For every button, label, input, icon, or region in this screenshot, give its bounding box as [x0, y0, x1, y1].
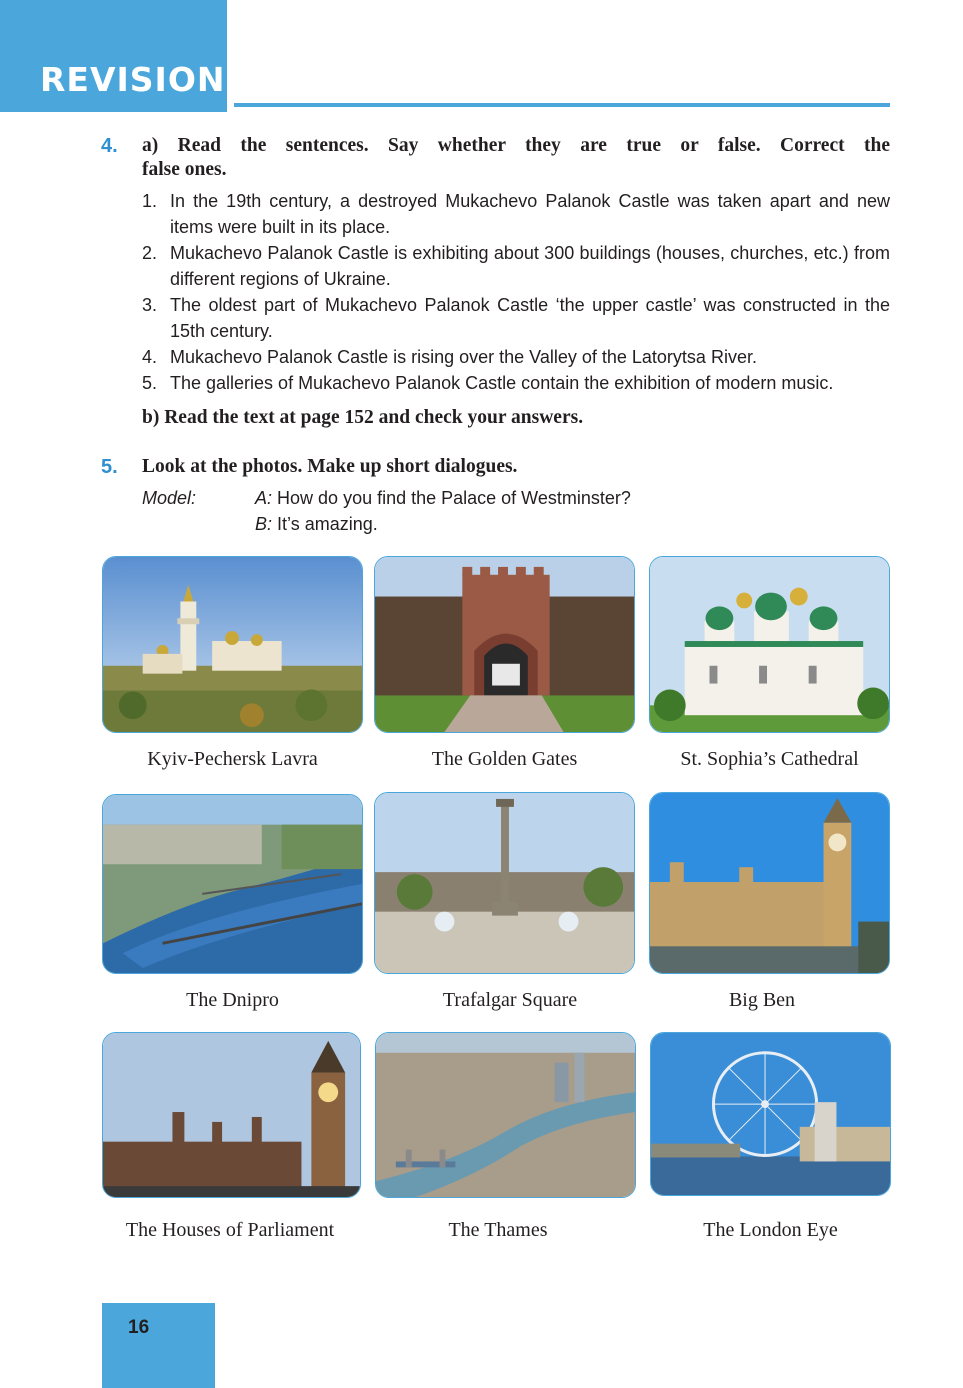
page-number-box: [102, 1303, 215, 1388]
sentence-text: In the 19th century, a destroyed Mukachevo Palanok Castle was taken apart and new items were built in its place.: [170, 191, 890, 237]
speaker-a: A:: [255, 488, 273, 508]
photo-st-sophias-cathedral: [649, 556, 890, 733]
header-rule: [234, 103, 890, 107]
caption-houses-of-parliament: The Houses of Parliament: [125, 1219, 335, 1241]
exercise-5-number: 5.: [101, 456, 118, 478]
exercise-4a-instruction: [142, 134, 890, 182]
caption-st-sophias-cathedral: St. Sophia’s Cathedral: [680, 748, 859, 770]
exercise-4-number: 4.: [101, 135, 118, 157]
photo-dnipro: [102, 794, 363, 974]
page-number: 16: [128, 1317, 150, 1338]
section-title: REVISION: [40, 60, 226, 99]
exercise-4a-instruction-line1: a) Read the sentences. Say whether they are true or false. Correct the: [142, 135, 890, 156]
sentence-number: 1.: [142, 191, 158, 211]
list-item: [142, 240, 890, 292]
caption-kyiv-pechersk-lavra: Kyiv-Pechersk Lavra: [147, 748, 318, 770]
list-item: [142, 344, 890, 370]
sentence-text: Mukachevo Palanok Castle is exhibiting about 300 buildings (houses, churches, etc.) from different regions of Ukraine.: [170, 243, 890, 289]
sentence-text: The oldest part of Mukachevo Palanok Castle ‘the upper castle’ was constructed in the 15th century.: [170, 295, 890, 341]
caption-thames: The Thames: [448, 1219, 548, 1241]
photo-houses-of-parliament: [102, 1032, 361, 1198]
sentence-number: 5.: [142, 373, 158, 393]
list-item: [142, 370, 890, 396]
caption-big-ben: Big Ben: [728, 989, 796, 1011]
sentence-number: 4.: [142, 347, 158, 367]
photo-big-ben: [649, 792, 890, 974]
sentence-number: 2.: [142, 243, 158, 263]
exercise-4a-instruction-line2: false ones.: [142, 159, 227, 180]
photo-trafalgar-square: [374, 792, 635, 974]
model-label: Model:: [142, 488, 197, 508]
sentence-text: Mukachevo Palanok Castle is rising over the Valley of the Latorytsa River.: [170, 347, 757, 367]
photo-kyiv-pechersk-lavra: [102, 556, 363, 733]
list-item: [142, 188, 890, 240]
speaker-b: B:: [255, 514, 273, 534]
dialogue-line-b: It’s amazing.: [277, 514, 378, 534]
sentence-text: The galleries of Mukachevo Palanok Castle contain the exhibition of modern music.: [170, 373, 834, 393]
list-item: [142, 292, 890, 344]
model-line-a: [142, 485, 631, 511]
caption-london-eye: The London Eye: [703, 1219, 838, 1241]
photo-golden-gates: [374, 556, 635, 733]
photo-thames: [375, 1032, 636, 1198]
model-line-b: [255, 511, 378, 537]
caption-golden-gates: The Golden Gates: [431, 748, 578, 770]
caption-trafalgar-square: Trafalgar Square: [442, 989, 578, 1011]
sentence-number: 3.: [142, 295, 158, 315]
sentence-list: [142, 188, 890, 396]
exercise-5-instruction: Look at the photos. Make up short dialogues.: [142, 456, 518, 477]
caption-dnipro: The Dnipro: [186, 989, 279, 1011]
dialogue-line-a: How do you find the Palace of Westminster?: [277, 488, 631, 508]
photo-london-eye: [650, 1032, 891, 1196]
exercise-4b-instruction: b) Read the text at page 152 and check your answers.: [142, 407, 584, 428]
